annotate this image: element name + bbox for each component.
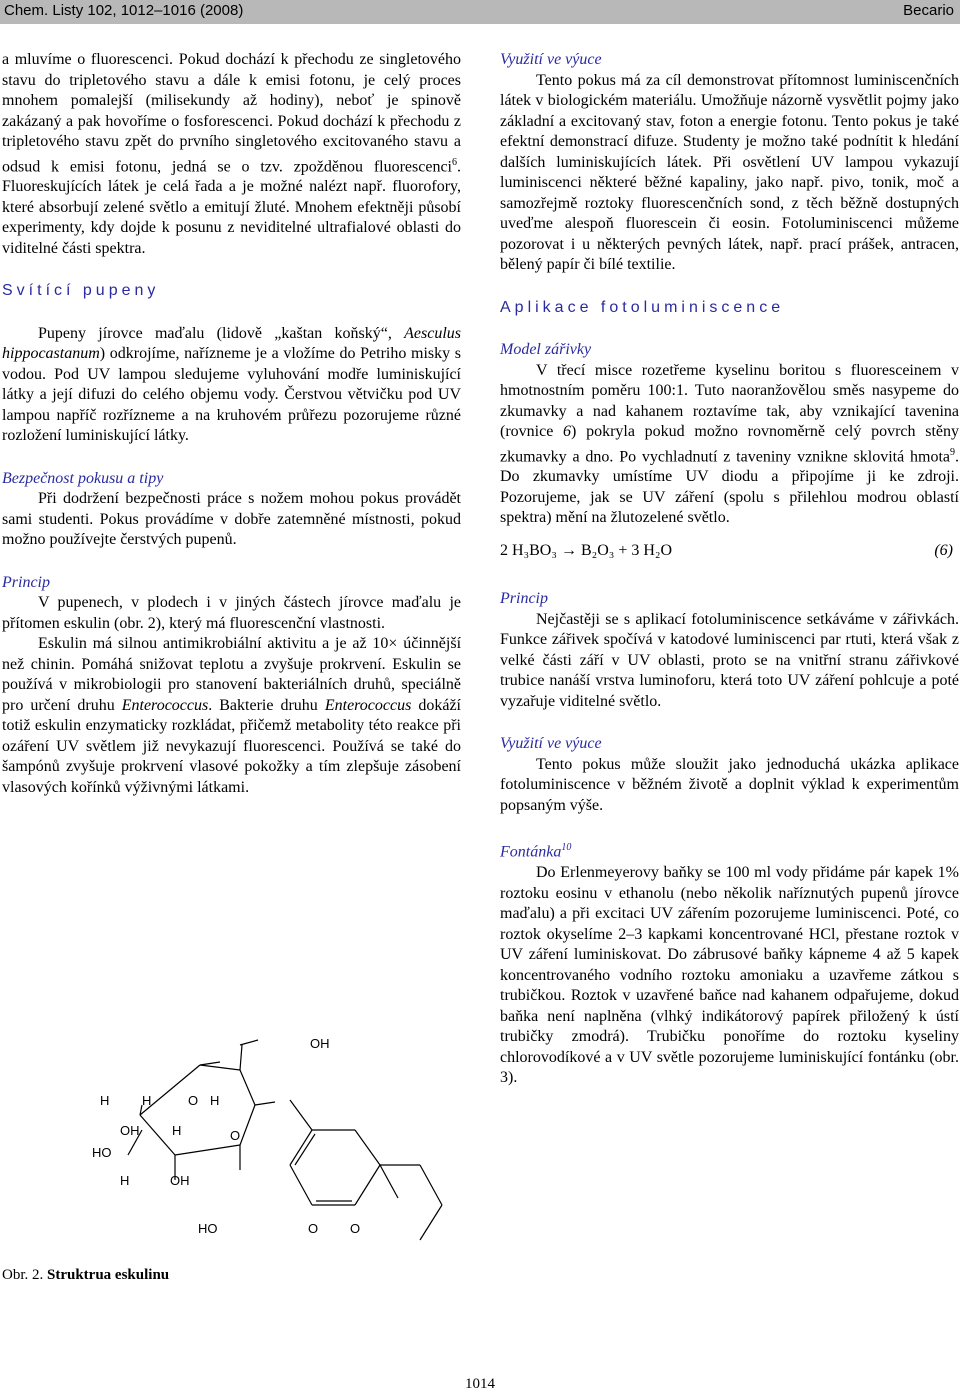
subsection-heading: Využití ve výuce [500,51,602,68]
paragraph: Nejčastěji se s aplikací fotoluminiscence setkáváme v zářivkách. Funkce zářivek spočívá v katodové luminiscenci par rtuti, která však z velké části září v UV oblasti, proto se na vnitřní stranu zářivkové trubice nanáší vrstva luminoforu, která toto UV záření pohlcuje a poté vyzařuje viditelné světlo. [500,610,959,710]
atom-label: H [142,1093,152,1108]
equation-number: (6) [934,541,953,559]
atom-label: OH [170,1173,190,1188]
subsection-heading: Využití ve výuce [500,735,602,753]
atom-label: HO [198,1221,218,1236]
figure-caption: Obr. 2. Struktrua eskulinu [2,1267,170,1283]
subsection-heading: Model zářivky [500,341,592,358]
atom-label: H [120,1173,130,1188]
right-column [500,50,959,1089]
subsection-heading: Bezpečnost pokusu a tipy [2,469,164,487]
paragraph: V třecí misce rozetřeme kyselinu boritou s fluoresceinem v hmotnostním poměru 100:1. Tuto naoranžovělou směs nasypeme do zkumavky a nad kahanem roztavíme tak, aby vznikající tavenina (rovnice 6) pokryla pokud možno rovnoměrně celý povrch stěny zkumavky a dno. Po vychladnutí z taveniny vznikne sklovitá hmota$^9$. Do zkumavky umístíme UV diodu a připojíme ji ke zdroji. Pozorujeme, jak se UV záření (spolu s přilehlou modrou oblastí spektra) mění na žlutozelené světlo. [500,361,959,527]
section-heading: Svítící pupeny [2,282,160,300]
paragraph: V pupenech, v plodech i v jiných částech jírovce maďalu je přítomen eskulin (obr. 2), který má fluorescenční vlastnosti. [2,594,461,632]
atom-label: O [188,1093,199,1108]
subsection-heading: Princip [500,590,548,608]
atom-label: H [100,1093,110,1108]
author-name: Becario [903,2,954,19]
paragraph: Do Erlenmeyerovy baňky se 100 ml vody přidáme pár kapek 1% roztoku eosinu v ethanolu (nebo několik naříznutých pupenů jírovce maďalu) a při excitaci UV zářením pozorujeme luminiscenci. Poté, co roztok okyselíme 2–3 kapkami koncentrované HCl, přestane roztok v UV záření luminiskovat. Do zábrusové baňky kápneme 4 až 5 kapek koncentrovaného vodního roztoku amoniaku a uzavřeme zátkou s trubičkou. Roztok v uzavřené baňce nad kahanem odpařujeme, dokud baňka není naplněna (vlhký indikátorový papírek přiložený k ústí trubičky zmodrá). Trubičku ponoříme do roztoku kyseliny chlorovodíkové a v UV světle pozorujeme luminiskující fontánku (obr. 3). [500,864,959,1087]
subsection-heading: Princip [2,573,50,591]
subsection-heading: Fontánka$^{10}$ [500,842,572,861]
paragraph: Tento pokus má za cíl demonstrovat přítomnost luminiscenčních látek v biologickém materiálu. Umožňuje názorně vysvětlit pojmy jako základní a excitovaný stav, foton a energie fotonu. Tento pokus je také efektní demonstrací difuze. Studenty je možno také podnítit k hledání dalších luminiskujících látek. Při osvětlení UV lampou vykazují luminiscenci některé běžné kapaliny, jako např. pivo, tonik, moč a samozřejmě roztoky fluorescenčních sond, z těch běžně dostupných uveďme alespoň fluorescein či eosin. Fotoluminiscenci můžeme pozorovat i u některých pevných látek, např. prací prášek, antracen, bělený papír či bílé textilie. [500,71,959,273]
paragraph: Eskulin má silnou antimikrobiální aktivitu a je až 10× účinnější než chinin. Pomáhá snižovat teplotu a zvyšuje prokrvení. Eskulin se používá v mikrobiologii pro stanovení bakteriálních druhů, speciálně pro určení druhu Enterococcus. Bakterie druhu Enterococcus dokáží totiž eskulin enzymaticky rozkládat, přičemž metabolity této reakce při ozáření UV světlem již nevykazují fluorescenci. Používá se také do šampónů zvyšuje prokrvení vlasové pokožky a tím zlepšuje zásobení vlasových kořínků výživnými látkami. [2,635,462,796]
atom-label: HO [92,1145,112,1160]
atom-label: O [350,1221,361,1236]
esculin-structure [80,1030,480,1250]
journal-citation: Chem. Listy 102, 1012–1016 (2008) [4,2,244,19]
atom-label: OH [310,1036,330,1051]
atom-label: H [172,1123,182,1138]
atom-label: O [230,1128,241,1143]
paragraph: Tento pokus může sloužit jako jednoduchá ukázka aplikace fotoluminiscence v běžném životě a doplnit výklad k experimentům popsaným výše. [500,755,959,814]
equation-formula: 2 H₃BO₃ → B₂O₃ + 3 H₂O [500,541,673,559]
header-bar [0,0,960,24]
paragraph: a mluvíme o fluorescenci. Pokud dochází k přechodu ze singletového stavu do tripletového stavu a dále k emisi fotonu, je celý proces mnohem pomalejší (milisekundy až hodiny), neboť je spinově zakázaný a pak hovoříme o fosforescenci. Pokud dochází k přechodu z tripletového stavu zpět do prvního singletového excitovaného stavu a odsud k emisi fotonu, jedná se o tzv. zpožděnou fluorescenci$^6$. Fluoreskujících látek je celá řada a je možné nalézt např. fluorofory, které absorbují zelené světlo a emitují žluté. Mnohem efektněji působí experimenty, kdy dojde k posunu z neviditelné ultrafialové oblasti do viditelné části spektra. [2,51,461,257]
paragraph: Pupeny jírovce maďalu (lidově „kaštan koňský“, Aesculus hippocastanum) odkrojíme, nařízneme je a vložíme do Petriho misky s vodou. Pod UV lampou sledujeme vyluhování modře luminiskující látky a její difuzi do celého objemu vody. Čerstvou větvičku pod UV lampou napříč rozřízneme a na kruhovém průřezu pozorujeme různé rozložení luminiskující látky. [2,324,461,445]
atom-label: H [210,1093,220,1108]
section-heading: Aplikace fotoluminiscence [500,298,785,316]
paragraph: Při dodržení bezpečnosti práce s nožem mohou pokus provádět sami studenti. Pokus provádíme v dobře zatemněné místnosti, pokud možno používejte čerstvých pupenů. [2,490,461,549]
page-number: 1014 [465,1376,495,1392]
atom-label: O [308,1221,319,1236]
equation [500,541,959,562]
left-column [2,50,461,798]
atom-label: OH [120,1123,140,1138]
